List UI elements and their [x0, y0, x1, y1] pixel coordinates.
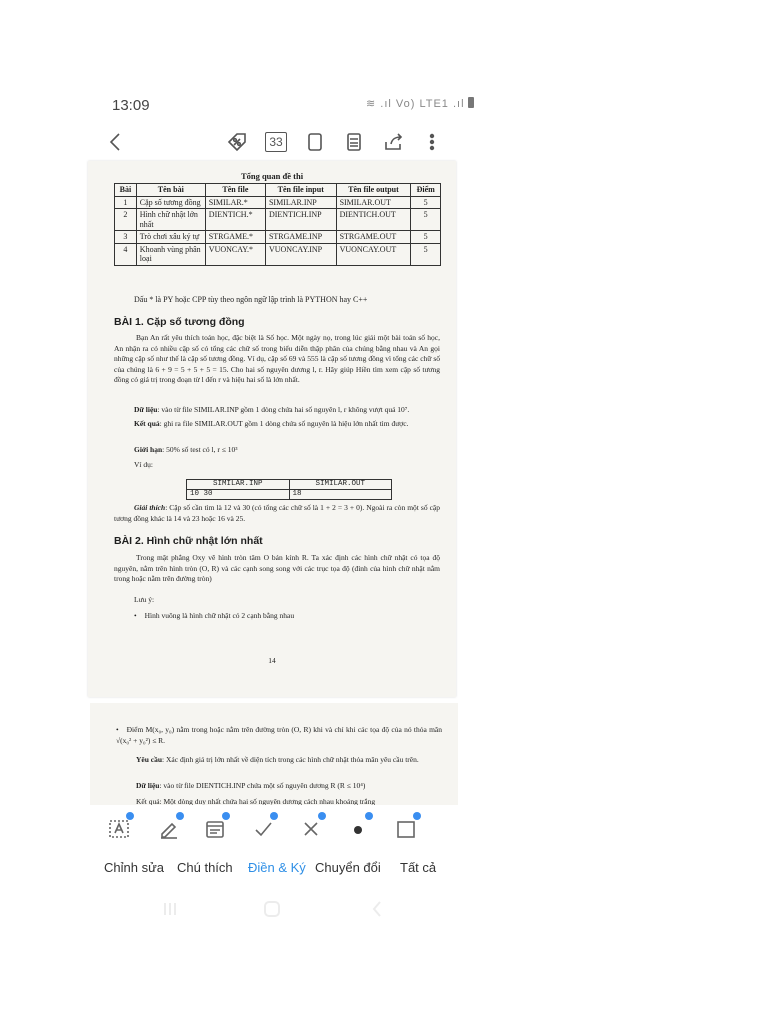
overview-table — [114, 183, 441, 266]
bai1-paragraph: Bạn An rất yêu thích toán học, đặc biệt là Số học. Một ngày nọ, trong lúc giải một bài toán số học, An nhận ra có nhiều cặp số có tổng các chữ số trong biểu diễn thập phân của chúng bằng nhau và An gọi những cặp số như thế là cặp số tương đồng. Ví dụ, cặp số 69 và 555 là cặp số tương đồng vì tổng các chữ số của chúng là 6 + 9 = 5 + 5 + 5 = 15. Cho hai số nguyên dương l, r. Hãy giúp Hiền tìm xem cặp số tương đồng có giá trị trong đoạn từ l đến r và hiệu hai số là lớn nhất. — [114, 333, 440, 384]
reading-mode-button[interactable] — [303, 128, 327, 156]
tab-annotate[interactable]: Chú thích — [177, 860, 233, 875]
table-header-cell: Bài — [115, 184, 137, 197]
home-icon — [262, 900, 282, 918]
signature-tool[interactable] — [154, 814, 184, 844]
bai2-heading: BÀI 2. Hình chữ nhật lớn nhất — [114, 535, 263, 547]
table-header-cell: Tên file input — [265, 184, 336, 197]
table-cell: Hình chữ nhật lớn nhất — [136, 209, 205, 231]
tool-badge — [222, 812, 230, 820]
dot-icon — [347, 818, 369, 840]
table-header-cell: Tên file — [205, 184, 265, 197]
back-button[interactable] — [104, 128, 126, 156]
explain-text: : Cặp số cần tìm là 12 và 30 (có tổng các chữ số là 1 + 2 = 3 + 0). Ngoài ra còn một số cặp tương đồng khác là 14 và 23 hoặc 16 và 25. — [114, 503, 440, 523]
page2-input-label: Dữ liệu — [136, 781, 160, 790]
example-out-header: SIMILAR.OUT — [289, 480, 392, 490]
req-text: : Xác định giá trị lớn nhất về diện tích trong các hình chữ nhật thỏa mãn yêu cầu trên. — [162, 755, 419, 764]
limit-label: Giới hạn — [134, 445, 163, 454]
table-cell: 4 — [115, 243, 137, 265]
table-row — [115, 196, 441, 209]
nav-back-icon — [370, 900, 384, 918]
table-cell: 5 — [411, 209, 441, 231]
output-label: Kết quả — [134, 419, 160, 428]
table-cell: Khoanh vùng phân loại — [136, 243, 205, 265]
tab-fill-sign[interactable]: Điền & Ký — [248, 860, 306, 875]
example-in-header: SIMILAR.INP — [187, 480, 290, 490]
document-page[interactable] — [88, 161, 456, 697]
page-number: 14 — [268, 656, 276, 665]
tool-badge — [126, 812, 134, 820]
table-cell: SIMILAR.OUT — [336, 196, 411, 209]
recent-apps-icon — [160, 900, 180, 918]
req-label: Yêu cầu — [136, 755, 163, 764]
example-label: Ví dụ: — [134, 460, 153, 469]
checkmark-tool[interactable] — [248, 814, 278, 844]
table-cell: 3 — [115, 231, 137, 244]
status-time: 13:09 — [112, 97, 150, 114]
signal-indicators: ≋ .ıl Vo) LTE1 .ıl — [366, 98, 465, 110]
kebab-menu-icon — [429, 132, 435, 152]
nav-back-button[interactable] — [370, 900, 384, 920]
input-spec — [134, 405, 440, 416]
table-cell: 5 — [411, 243, 441, 265]
text-field-icon — [108, 818, 130, 840]
form-tool[interactable] — [200, 814, 230, 844]
input-text: : vào từ file SIMILAR.INP gồm 1 dòng chứa hai số nguyên l, r không vượt quá 10⁷. — [157, 405, 410, 414]
table-cell: 5 — [411, 196, 441, 209]
ocr-button[interactable] — [224, 128, 250, 156]
table-header-cell: Tên bài — [136, 184, 205, 197]
tab-convert[interactable]: Chuyển đổi — [315, 860, 381, 875]
table-cell: Trò chơi xâu ký tự — [136, 231, 205, 244]
home-button[interactable] — [262, 900, 282, 920]
text-field-tool[interactable] — [104, 814, 134, 844]
table-note: Dấu * là PY hoặc CPP tùy theo ngôn ngữ lập trình là PYTHON hay C++ — [134, 295, 368, 304]
page-count: 33 — [265, 132, 286, 152]
table-row — [115, 209, 441, 231]
back-arrow-icon — [108, 132, 122, 152]
table-cell: Cặp số tương đồng — [136, 196, 205, 209]
table-header-cell: Tên file output — [336, 184, 411, 197]
example-table — [186, 479, 392, 500]
explain-label: Giải thích — [134, 503, 166, 512]
rectangle-tool[interactable] — [391, 814, 421, 844]
table-header-cell: Điểm — [411, 184, 441, 197]
table-cell: DIENTICH.OUT — [336, 209, 411, 231]
table-cell: DIENTICH.* — [205, 209, 265, 231]
page2-input-spec — [136, 781, 442, 792]
table-cell: 2 — [115, 209, 137, 231]
table-cell: 5 — [411, 231, 441, 244]
status-icons — [366, 97, 474, 110]
table-cell: VUONCAY.* — [205, 243, 265, 265]
limit-text: : 50% số test có l, r ≤ 10³ — [162, 445, 238, 454]
more-options-button[interactable] — [424, 128, 440, 156]
example-in-value: 10 30 — [187, 490, 290, 500]
table-cell: VUONCAY.INP — [265, 243, 336, 265]
recent-apps-button[interactable] — [160, 900, 180, 920]
tool-badge — [176, 812, 184, 820]
tab-all[interactable]: Tất cả — [400, 860, 437, 875]
document-view-icon — [346, 132, 362, 152]
tool-badge — [413, 812, 421, 820]
note-label: Lưu ý: — [134, 595, 155, 604]
table-row — [115, 231, 441, 244]
page2-bullet: • Điểm M(x₀, y₀) nằm trong hoặc nằm trên đường tròn (O, R) khi và chỉ khi các tọa độ của nó thỏa mãn √(x₀² + y₀²) ≤ R. — [116, 725, 442, 746]
output-spec — [134, 419, 440, 430]
requirement-spec — [136, 755, 442, 766]
tag-percent-icon — [226, 131, 248, 153]
table-cell: STRGAME.* — [205, 231, 265, 244]
share-icon — [383, 132, 405, 152]
explanation — [114, 503, 440, 524]
table-cell: VUONCAY.OUT — [336, 243, 411, 265]
bai2-paragraph: Trong mặt phẳng Oxy vẽ hình tròn tâm O bán kính R. Ta xác định các hình chữ nhật có tọa độ nguyên, nằm trên hình tròn (O, R) và các cạnh song song với các trục tọa độ (đỉnh của hình chữ nhật nằm trong hoặc nằm trên đường tròn) — [114, 553, 440, 583]
dot-tool[interactable] — [343, 814, 373, 844]
table-row — [115, 243, 441, 265]
table-cell: STRGAME.INP — [265, 231, 336, 244]
rectangle-icon — [395, 818, 417, 840]
page2-input-text: : vào từ file DIENTICH.INP chứa một số nguyên dương R (R ≤ 10⁴) — [159, 781, 366, 790]
table-cell: SIMILAR.INP — [265, 196, 336, 209]
view-mode-button[interactable] — [342, 128, 366, 156]
cross-icon — [300, 818, 322, 840]
document-page-next[interactable] — [90, 703, 458, 805]
table-title: Tổng quan đề thi — [240, 171, 304, 181]
checkmark-icon — [252, 818, 274, 840]
note-bullet: • Hình vuông là hình chữ nhật có 2 cạnh bằng nhau — [134, 611, 294, 622]
page-frame-icon — [307, 132, 323, 152]
table-cell: SIMILAR.* — [205, 196, 265, 209]
table-cell: STRGAME.OUT — [336, 231, 411, 244]
limit-spec — [134, 445, 237, 456]
share-button[interactable] — [381, 128, 407, 156]
form-icon — [204, 818, 226, 840]
tool-badge — [270, 812, 278, 820]
page2-output-cut: Kết quả: Một dòng duy nhất chứa hai số nguyên dương cách nhau khoảng trắng — [136, 797, 376, 805]
tool-badge — [365, 812, 373, 820]
example-out-value: 18 — [289, 490, 392, 500]
table-cell: DIENTICH.INP — [265, 209, 336, 231]
output-text: : ghi ra file SIMILAR.OUT gồm 1 dòng chứa số nguyên là hiệu lớn nhất tìm được. — [159, 419, 409, 428]
battery-icon — [468, 97, 474, 108]
signature-icon — [158, 818, 180, 840]
tab-edit[interactable]: Chỉnh sửa — [104, 860, 165, 875]
input-label: Dữ liệu — [134, 405, 158, 414]
tool-badge — [318, 812, 326, 820]
table-cell: 1 — [115, 196, 137, 209]
bai1-heading: BÀI 1. Cặp số tương đồng — [114, 316, 245, 328]
page-count-button[interactable] — [264, 128, 288, 156]
cross-tool[interactable] — [296, 814, 326, 844]
